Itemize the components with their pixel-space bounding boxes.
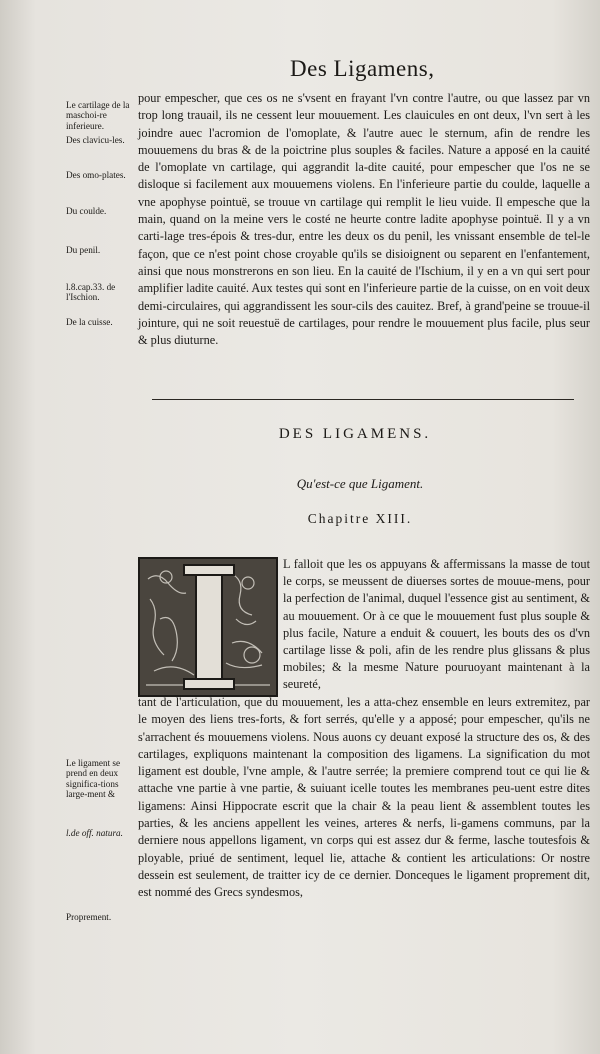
paragraph-ligaments-definition [138, 694, 590, 902]
section-title: DES LIGAMENS. [278, 426, 432, 442]
woodcut-illustration [140, 559, 276, 695]
section-divider [152, 399, 574, 400]
chapter-heading: Chapitre XIII. [307, 511, 413, 526]
paragraph-text: L falloit que les os appuyans & affermissans la masse de tout le corps, se meussent de diuerses sortes de mouue-mens, pour la perfection de l'animal, duquel l'essence gist au sentiment, & au mouuement. Or à ce que le mouuement fust plus souple & plus facile, Nature a enduit & couuert, les bouts des os d'vn cartilage lisse & poli, afin de les rendre plus glissans & plus mobiles; & la mesme Nature pouruoyant maintenant à la seureté, [283, 557, 590, 692]
question-heading: Qu'est-ce que Ligament. [296, 476, 424, 491]
margin-note-cartilage-jaw: Le cartilage de la maschoi-re inferieure. [66, 100, 130, 131]
margin-note-clavicles: Des clavicu-les. [66, 135, 125, 145]
running-title: Des Ligamens, [290, 56, 435, 81]
margin-note-elbow: Du coulde. [66, 206, 107, 216]
paragraph-cartilages [138, 90, 590, 349]
margin-note-ischion: l.8.cap.33. de l'Ischion. [66, 282, 116, 303]
margin-note-omoplates: Des omo-plates. [66, 170, 126, 180]
paragraph-ligaments-intro [283, 556, 590, 694]
margin-note-properly: Proprement. [66, 912, 112, 922]
paragraph-text: tant de l'articulation, que du mouuement, les a atta-chez ensemble en leurs extremitez, par le moyen des liens tres-forts, & fort serrés, qu'elle y a apposé; pour empescher, qu'ils ne s'arrachent és mouuemens violens. Nous auons cy deuant exposé la structure des os, & des cartilages, expliquons maintenant la composition des ligamens. La signification du mot ligament est double, l'vne ample, & l'autre serrée; la premiere comprend tout ce qui lie & attache vne partie à vne partie, & suiuant icelle toutes les membranes peu-uent estre dites ligamens: Ainsi Hippocrate escrit que la chair & la peau lient & assemblent toutes les parties, & les anciens appellent les veines, arteres & nerfs, li-gamens communs, par la derniere nous appellons ligament, vn corps qui est assez dur & ferme, lasche toutesfois & ployable, priué de sentiment, lequel lie, attache & contient les articulations: Or nostre dessein est seulement, de traitter icy de ce dernier. Donceques le ligament proprement dit, est nommé des Grecs syndesmos, [138, 695, 590, 900]
margin-note-ligament-meanings: Le ligament se prend en deux significa-tions large-ment & [66, 758, 121, 800]
margin-note-pubis: Du penil. [66, 245, 101, 255]
woodcut-initial [138, 557, 278, 697]
margin-note-thigh: De la cuisse. [66, 317, 113, 327]
paragraph-text: pour empescher, que ces os ne s'vsent en frayant l'vn contre l'autre, ou que lassez par vn trop long trauail, ils ne cessent leur mouuement. Les clauicules en ont deux, l'vn sert à les joindre auec l'acromion de l'omoplate, & l'autre auec le sternum, afin de rendre les mouuemens du bras & de la poictrine plus souples & faciles. Nature a apposé en la cauité de l'omoplate vn cartilage, qui aggrandit la-dite cauité, pour empescher que l'os ne se disloque si facilement aux mouuemens violens. En l'inferieure partie du coulde, laquelle a vne apophyse pointuë, se trouue vn cartilage qui remplit le lieu vuide. Il empesche que la main, quand on la meine vers le costé ne heurte contre ladite apophyse pointuë. Il y a vn carti-lage tres-épois & tres-dur, entre les deux os du penil, les vnissant ensemble de tel-le façon, que ce n'est point chose croyable qu'ils se disioignent ou separent en l'enfantement, ainsi que nous monstrerons en son lieu. En la cauité de l'Ischium, il y en a vn qui sert pour amplifier ladite cauité. Aux testes qui sont en l'inferieure partie de la cuisse, on en voit deux demi-circulaires, qui aggrandissent les sour-cils des cauitez. Bref, à grand'peine se trouue-il jointure, qui ne soit reuestuë de cartilages, pour rendre le mouuement plus facile, plus seur & plus diuturne. [138, 91, 590, 348]
margin-note-reference: l.de off. natura. [66, 828, 123, 838]
